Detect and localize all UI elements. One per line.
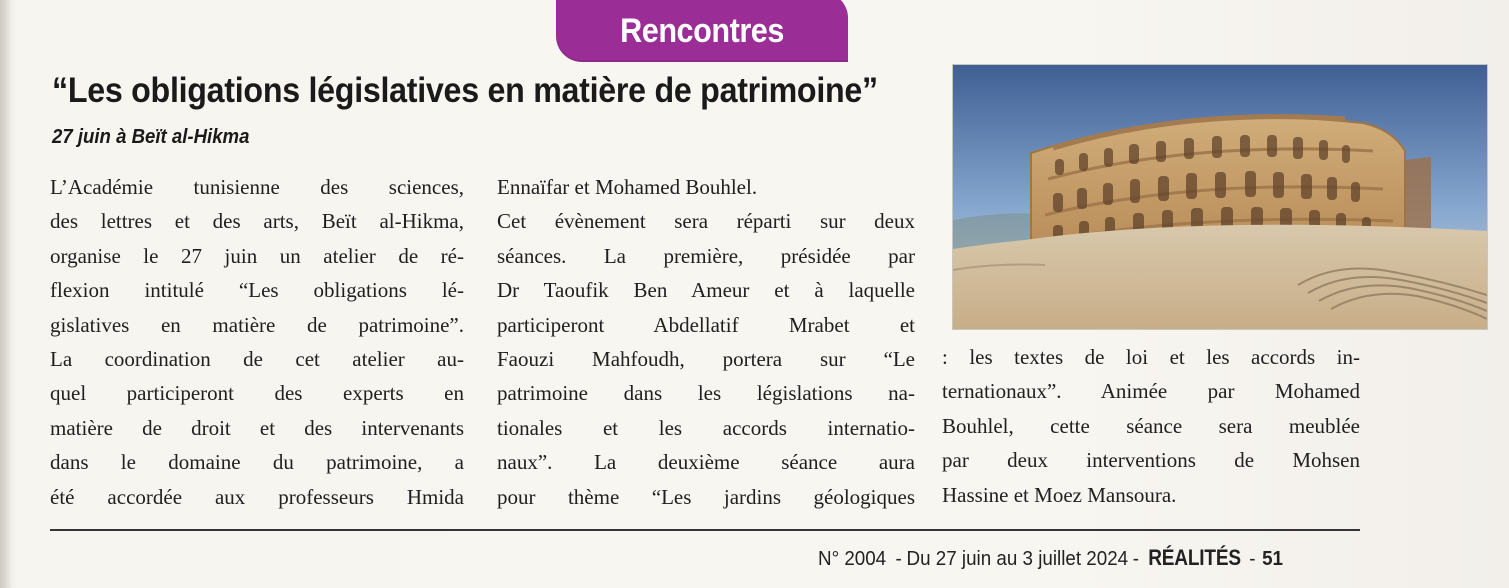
issue-date-range: Du 27 juin au 3 juillet 2024	[906, 548, 1129, 570]
article-column-3	[942, 340, 1360, 512]
column-1-line-1: L’Académie tunisienne des sciences,	[50, 175, 464, 199]
column-3-line-5: Hassine et Moez Mansoura.	[942, 482, 1177, 507]
column-2-line-7: patrimoine dans les législations na-	[497, 381, 915, 406]
column-2-line-9: naux”. La deuxième séance aura	[497, 450, 915, 475]
page-number: 51	[1262, 548, 1284, 570]
column-3-line-2: ternationaux”. Animée par Mohamed	[942, 379, 1360, 404]
column-1-line-5: gislatives en matière de patrimoine”.	[50, 312, 464, 337]
amphitheatre-photo	[952, 64, 1488, 330]
article-column-1	[50, 170, 464, 514]
issue-number: N° 2004	[818, 548, 887, 570]
publication-name: RÉALITÉS	[1147, 545, 1241, 570]
column-2-line-3: séances. La première, présidée par	[497, 243, 915, 268]
page-footer	[818, 545, 1326, 571]
footer-separator-2: -	[1132, 548, 1140, 570]
column-3-line-1: : les textes de loi et les accords in-	[942, 345, 1360, 369]
footer-separator-3: -	[1249, 548, 1256, 570]
amphitheatre-illustration	[953, 65, 1487, 329]
section-label: Rencontres	[620, 11, 784, 50]
column-1-line-8: matière de droit et des intervenants	[50, 415, 464, 440]
column-1-line-6: La coordination de cet atelier au-	[50, 346, 464, 371]
column-1-line-10: été accordée aux professeurs Hmida	[50, 484, 464, 509]
section-tab	[556, 0, 848, 62]
column-1-line-4: flexion intitulé “Les obligations lé-	[50, 278, 464, 303]
column-1-line-9: dans le domaine du patrimoine, a	[50, 450, 464, 475]
article-subheadline: 27 juin à Beït al-Hikma	[52, 126, 250, 148]
column-2-line-6: Faouzi Mahfoudh, portera sur “Le	[497, 346, 915, 371]
column-2-line-10: pour thème “Les jardins géologiques	[497, 484, 915, 509]
column-3-line-3: Bouhlel, cette séance sera meublée	[942, 413, 1360, 438]
column-1-line-7: quel participeront des experts en	[50, 381, 464, 406]
column-1-line-3: organise le 27 juin un atelier de ré-	[50, 243, 464, 268]
column-3-line-4: par deux interventions de Mohsen	[942, 448, 1360, 473]
column-1-line-2: des lettres et des arts, Beït al-Hikma,	[50, 209, 464, 234]
article-column-2	[497, 170, 915, 514]
column-2-line-8: tionales et les accords internatio-	[497, 415, 915, 440]
column-2-line-1: Ennaïfar et Mohamed Bouhlel.	[497, 175, 758, 199]
footer-separator-1: -	[895, 548, 902, 570]
arena-floor	[953, 225, 1487, 329]
column-2-line-5: participeront Abdellatif Mrabet et	[497, 312, 915, 337]
article-headline: “Les obligations législatives en matière de patrimoine”	[52, 71, 878, 110]
column-2-line-4: Dr Taoufik Ben Ameur et à laquelle	[497, 278, 915, 303]
footer-divider	[50, 529, 1360, 531]
page-gutter-shadow	[0, 0, 12, 588]
column-2-line-2: Cet évènement sera réparti sur deux	[497, 209, 915, 234]
